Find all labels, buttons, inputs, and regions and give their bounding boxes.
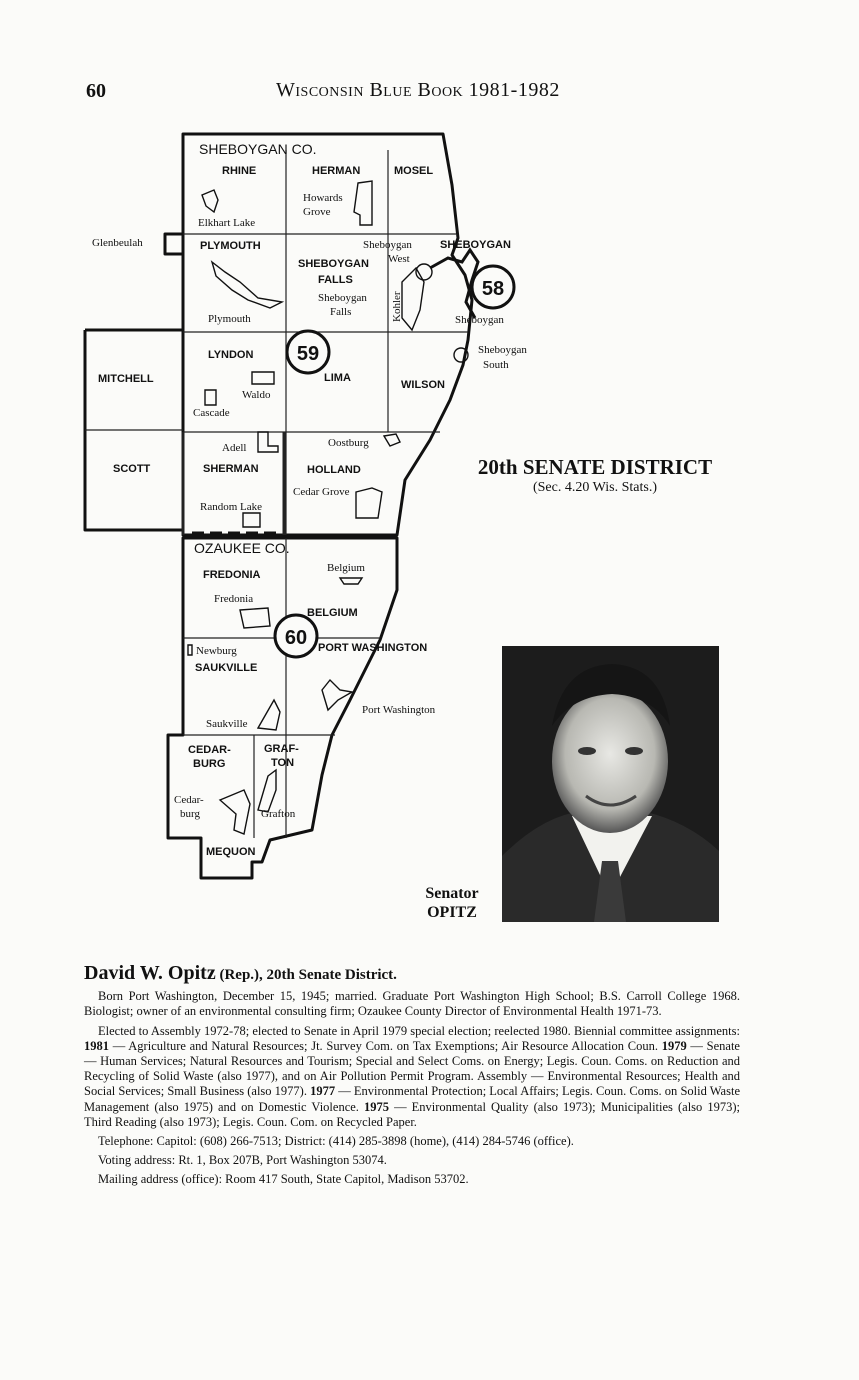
place-waldo: Waldo (242, 389, 271, 401)
place-sheboygan-south-1: Sheboygan (478, 344, 527, 356)
district-subtitle: (Sec. 4.20 Wis. Stats.) (532, 480, 657, 495)
place-sheboygan-south-2: South (483, 359, 509, 371)
town-saukville: SAUKVILLE (195, 662, 258, 674)
place-kohler: Kohler (391, 291, 403, 322)
town-sherman: SHERMAN (203, 463, 259, 475)
senator-district: , 20th Senate District. (259, 967, 397, 983)
year-1975: 1975 (364, 1099, 389, 1114)
bio-heading (84, 962, 740, 984)
place-grafton: Grafton (261, 808, 296, 820)
town-port-washington: PORT WASHINGTON (318, 642, 428, 654)
page-number: 60 (86, 80, 106, 102)
town-belgium: BELGIUM (307, 607, 358, 619)
town-grafton-1: GRAF- (264, 743, 299, 755)
town-lima: LIMA (324, 372, 351, 384)
caption-line-1: Senator (425, 885, 479, 902)
town-mitchell: MITCHELL (98, 373, 154, 385)
district-title: 20th SENATE DISTRICT (477, 455, 713, 479)
place-howards-grove-2: Grove (303, 206, 331, 218)
town-sheboygan-falls-2: FALLS (318, 274, 353, 286)
town-holland: HOLLAND (307, 464, 361, 476)
committees-text-c: — Senate — Human Services; Natural Resources and Tourism; Special and Select Coms. on Energy; Legis. Coun. Coms. on Reduction and Recycling of Solid Waste (also 1977), and on Air Pollution Permit Program. Assembly — Environmental Resources; Health and Social Services; Small Business (also 1977). (84, 1038, 740, 1099)
running-head: Wisconsin Blue Book 1981-1982 (276, 79, 560, 101)
town-sheboygan: SHEBOYGAN (440, 239, 511, 251)
town-lyndon: LYNDON (208, 349, 254, 361)
place-oostburg: Oostburg (328, 437, 369, 449)
bio-paragraph-committees (84, 1024, 740, 1130)
place-sheboygan-west-2: West (388, 253, 410, 265)
place-cedar-grove: Cedar Grove (293, 486, 350, 498)
place-cascade: Cascade (193, 407, 230, 419)
place-newburg: Newburg (196, 645, 237, 657)
year-1979: 1979 (661, 1038, 687, 1053)
town-cedarburg-2: BURG (193, 758, 226, 770)
place-glenbeulah: Glenbeulah (92, 237, 143, 249)
place-elkhart-lake: Elkhart Lake (198, 217, 256, 229)
town-herman: HERMAN (312, 165, 361, 177)
senator-name: David W. Opitz (84, 962, 216, 984)
place-fredonia: Fredonia (214, 593, 254, 605)
bio-paragraph-personal: Born Port Washington, December 15, 1945; married. Graduate Port Washington High School; B.S. Carroll College 1968. Biologist; owner of an environmental consulting firm; Ozaukee County Director of Environmental Health 1971-73. (84, 989, 740, 1019)
town-cedarburg-1: CEDAR- (188, 744, 231, 756)
place-port-washington: Port Washington (362, 704, 436, 716)
place-sheboygan-falls-1: Sheboygan (318, 292, 367, 304)
town-mequon: MEQUON (206, 846, 256, 858)
place-sheboygan-falls-2: Falls (330, 306, 352, 318)
district-marker-58: 58 (481, 278, 505, 300)
place-saukville: Saukville (206, 718, 248, 730)
town-mosel: MOSEL (394, 165, 434, 177)
caption-line-2: OPITZ (427, 904, 477, 921)
district-marker-60: 60 (284, 627, 308, 649)
town-grafton-2: TON (271, 757, 295, 769)
committees-text-a: Elected to Assembly 1972-78; elected to Senate in April 1979 special election; reelected 1980. Biennial committee assignments: (98, 1023, 740, 1038)
senator-party: (Rep.) (215, 967, 260, 983)
town-plymouth: PLYMOUTH (200, 240, 261, 252)
place-sheboygan-west-1: Sheboygan (363, 239, 412, 251)
county-label-ozaukee: OZAUKEE CO. (194, 540, 290, 556)
town-sheboygan-falls: SHEBOYGAN (298, 258, 369, 270)
place-sheboygan: Sheboygan (455, 314, 504, 326)
place-cedarburg-2: burg (180, 808, 200, 820)
place-adell: Adell (222, 442, 247, 454)
place-plymouth: Plymouth (208, 313, 251, 325)
senator-biography (84, 962, 740, 1192)
place-random-lake: Random Lake (200, 501, 263, 513)
bio-mailing-address: Mailing address (office): Room 417 South, State Capitol, Madison 53702. (98, 1172, 469, 1187)
senator-portrait-photo (502, 646, 719, 922)
town-fredonia: FREDONIA (203, 569, 261, 581)
photo-caption (402, 884, 502, 922)
map-inner-lines (85, 150, 468, 838)
bio-telephone: Telephone: Capitol: (608) 266-7513; District: (414) 285-3898 (home), (414) 284-5746 (office). (98, 1134, 574, 1149)
county-label-sheboygan: SHEBOYGAN CO. (199, 141, 317, 157)
town-wilson: WILSON (401, 379, 445, 391)
committees-text-e: — Environmental Quality (also 1973); Municipalities (also 1973); Third Reading (also 1973); Legis. Coun. Com. on Recycled Paper. (84, 1099, 740, 1129)
year-1977: 1977 (310, 1084, 336, 1099)
place-cedarburg-1: Cedar- (174, 794, 204, 806)
committees-text-d: — Environmental Protection; Local Affairs; Legis. Coun. Coms. on Solid Waste Management (also 1975) and on Domestic Violence. (84, 1084, 740, 1114)
place-howards-grove-1: Howards (303, 192, 343, 204)
town-scott: SCOTT (113, 463, 151, 475)
year-1981: 1981 (84, 1038, 109, 1053)
place-belgium: Belgium (327, 562, 365, 574)
town-rhine: RHINE (222, 165, 257, 177)
committees-text-b: — Agriculture and Natural Resources; Jt. Survey Com. on Tax Exemptions; Air Resource Allocation Coun. (109, 1038, 662, 1053)
bio-voting-address: Voting address: Rt. 1, Box 207B, Port Washington 53074. (98, 1153, 387, 1168)
district-marker-59: 59 (296, 343, 320, 365)
